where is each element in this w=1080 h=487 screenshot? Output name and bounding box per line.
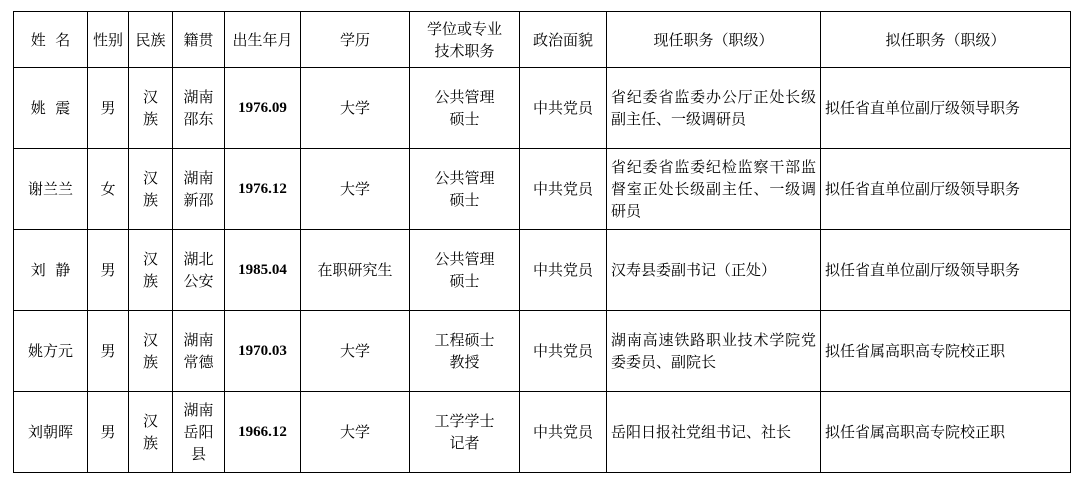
cell-education: 大学 [301, 311, 410, 392]
cell-degree-line2: 记者 [449, 434, 480, 452]
cell-degree-line2: 硕士 [449, 191, 480, 209]
cell-origin: 湖南邵东 [173, 68, 225, 149]
cell-degree-line2: 教授 [449, 353, 480, 371]
cell-proposed-post: 拟任省直单位副厅级领导职务 [821, 68, 1071, 149]
header-degree-line2: 技术职务 [434, 41, 495, 60]
cell-birth: 1976.12 [225, 149, 301, 230]
cell-degree [410, 68, 520, 149]
cell-gender: 男 [88, 392, 129, 473]
cell-proposed-post: 拟任省直单位副厅级领导职务 [821, 230, 1071, 311]
cell-degree-line2: 硕士 [449, 272, 480, 290]
cell-birth: 1966.12 [225, 392, 301, 473]
cell-proposed-post: 拟任省属高职高专院校正职 [821, 392, 1071, 473]
cell-gender: 女 [88, 149, 129, 230]
table-row [14, 68, 1071, 149]
cell-origin: 湖南常德 [173, 311, 225, 392]
cell-education: 大学 [301, 68, 410, 149]
header-gender: 性别 [88, 12, 129, 68]
header-proposed-post: 拟任职务（职级） [821, 12, 1071, 68]
header-origin: 籍贯 [173, 12, 225, 68]
cell-ethnicity: 汉族 [129, 311, 173, 392]
header-current-post: 现任职务（职级） [607, 12, 821, 68]
cell-name: 刘朝晖 [14, 392, 88, 473]
cell-political: 中共党员 [520, 149, 607, 230]
cell-ethnicity: 汉族 [129, 230, 173, 311]
cell-current-post: 岳阳日报社党组书记、社长 [607, 392, 821, 473]
table-row [14, 392, 1071, 473]
cell-education: 在职研究生 [301, 230, 410, 311]
cell-current-post: 湖南高速铁路职业技术学院党委委员、副院长 [607, 311, 821, 392]
cell-current-post: 汉寿县委副书记（正处） [607, 230, 821, 311]
header-degree-line1: 学位或专业 [426, 19, 502, 38]
cell-political: 中共党员 [520, 392, 607, 473]
cell-name: 姚 震 [14, 68, 88, 149]
cell-political: 中共党员 [520, 68, 607, 149]
header-birth: 出生年月 [225, 12, 301, 68]
cell-origin: 湖北公安 [173, 230, 225, 311]
cell-name: 姚方元 [14, 311, 88, 392]
cell-birth: 1976.09 [225, 68, 301, 149]
cell-education: 大学 [301, 392, 410, 473]
header-education: 学历 [301, 12, 410, 68]
cell-political: 中共党员 [520, 311, 607, 392]
cell-degree-line1: 公共管理 [434, 250, 495, 268]
cell-origin: 湖南岳阳县 [173, 392, 225, 473]
cell-name: 刘 静 [14, 230, 88, 311]
header-political: 政治面貌 [520, 12, 607, 68]
table-row [14, 149, 1071, 230]
candidate-table [13, 11, 1071, 473]
cell-degree [410, 392, 520, 473]
cell-name: 谢兰兰 [14, 149, 88, 230]
cell-proposed-post: 拟任省直单位副厅级领导职务 [821, 149, 1071, 230]
cell-current-post: 省纪委省监委纪检监察干部监督室正处长级副主任、一级调研员 [607, 149, 821, 230]
cell-political: 中共党员 [520, 230, 607, 311]
cell-gender: 男 [88, 68, 129, 149]
cell-degree-line1: 工程硕士 [434, 331, 495, 349]
header-degree [410, 12, 520, 68]
cell-education: 大学 [301, 149, 410, 230]
header-ethnicity: 民族 [129, 12, 173, 68]
cell-degree-line2: 硕士 [449, 110, 480, 128]
cell-degree [410, 149, 520, 230]
cell-ethnicity: 汉族 [129, 392, 173, 473]
table-row [14, 230, 1071, 311]
cell-degree-line1: 工学学士 [434, 412, 495, 430]
cell-degree-line1: 公共管理 [434, 169, 495, 187]
cell-ethnicity: 汉族 [129, 68, 173, 149]
header-row [14, 12, 1071, 68]
cell-proposed-post: 拟任省属高职高专院校正职 [821, 311, 1071, 392]
cell-degree [410, 230, 520, 311]
cell-ethnicity: 汉族 [129, 149, 173, 230]
cell-birth: 1970.03 [225, 311, 301, 392]
cell-current-post: 省纪委省监委办公厅正处长级副主任、一级调研员 [607, 68, 821, 149]
cell-degree [410, 311, 520, 392]
cell-origin: 湖南新邵 [173, 149, 225, 230]
table-row [14, 311, 1071, 392]
cell-degree-line1: 公共管理 [434, 88, 495, 106]
cell-birth: 1985.04 [225, 230, 301, 311]
cell-gender: 男 [88, 230, 129, 311]
header-name: 姓 名 [14, 12, 88, 68]
cell-gender: 男 [88, 311, 129, 392]
